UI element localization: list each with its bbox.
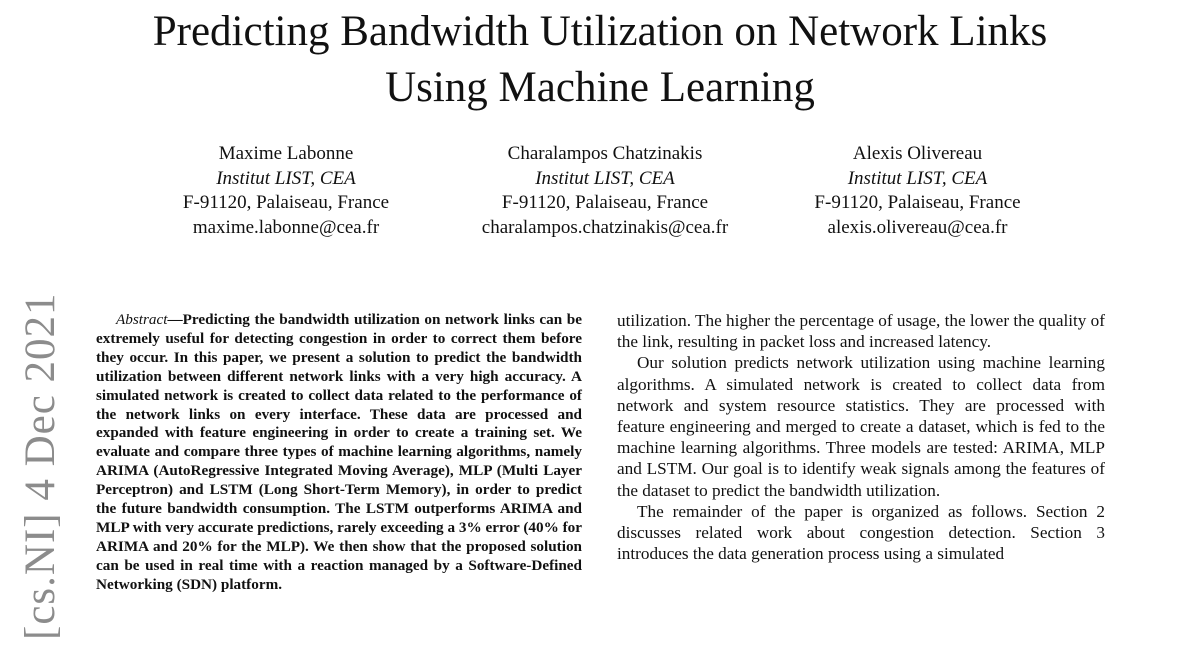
- author-name: Alexis Olivereau: [852, 143, 983, 164]
- title-line-1: Predicting Bandwidth Utilization on Network Links: [152, 8, 1048, 55]
- author-affiliation: Institut LIST, CEA: [535, 167, 675, 189]
- author-3: [800, 142, 1035, 240]
- author-affiliation: Institut LIST, CEA: [847, 167, 988, 189]
- author-block: [0, 142, 1200, 252]
- paragraph-2: Our solution predicts network utilization using machine learning algorithms. A simulated network is created to collect data from network and system resource statistics. They are processed with feature engineering and merged to create a dataset, which is fed to the machine learning algorithms. Three models are tested: ARIMA, MLP and LSTM. Our goal is to identify weak signals among the features of the dataset to predict the bandwidth utilization.: [617, 353, 1105, 500]
- paper-title: [0, 4, 1200, 116]
- author-email[interactable]: alexis.olivereau@cea.fr: [827, 216, 1008, 238]
- paragraph-1: utilization. The higher the percentage of usage, the lower the quality of the link, resulting in packet loss and increased latency.: [617, 311, 1105, 352]
- abstract: [96, 311, 582, 595]
- author-affiliation: Institut LIST, CEA: [216, 167, 356, 189]
- abstract-lead: Abstract: [116, 311, 168, 328]
- introduction-column: [617, 310, 1105, 564]
- author-address: F-91120, Palaiseau, France: [814, 192, 1021, 213]
- title-line-2: Using Machine Learning: [385, 64, 815, 111]
- arxiv-side-stamp: [cs.NI] 4 Dec 2021: [17, 292, 64, 640]
- author-1: [166, 142, 406, 240]
- author-email[interactable]: charalampos.chatzinakis@cea.fr: [481, 216, 729, 238]
- paragraph-3: The remainder of the paper is organized as follows. Section 2 discusses related work about congestion detection. Section 3 introduces the data generation process using a simulated: [617, 501, 1105, 564]
- author-2: [470, 142, 740, 240]
- author-address: F-91120, Palaiseau, France: [182, 192, 390, 213]
- author-address: F-91120, Palaiseau, France: [501, 192, 709, 213]
- author-name: Charalampos Chatzinakis: [507, 143, 703, 164]
- abstract-text: —Predicting the bandwidth utilization on network links can be extremely useful for detecting congestion in order to correct them before they occur. In this paper, we present a solution to predict the bandwidth utilization between different network links with a very high accuracy. A simulated network is created to collect data related to the performance of the network links on every interface. These data are processed and expanded with feature engineering in order to create a training set. We evaluate and compare three types of machine learning algorithms, namely ARIMA (AutoRegressive Integrated Moving Average), MLP (Multi Layer Perceptron) and LSTM (Long Short-Term Memory), in order to predict the future bandwidth consumption. The LSTM outperforms ARIMA and MLP with very accurate predictions, rarely exceeding a 3% error (40% for ARIMA and 20% for the MLP). We then show that the proposed solution can be used in real time with a reaction managed by a Software-Defined Networking (SDN) platform.: [96, 311, 582, 593]
- author-email[interactable]: maxime.labonne@cea.fr: [192, 216, 380, 238]
- author-name: Maxime Labonne: [218, 143, 354, 164]
